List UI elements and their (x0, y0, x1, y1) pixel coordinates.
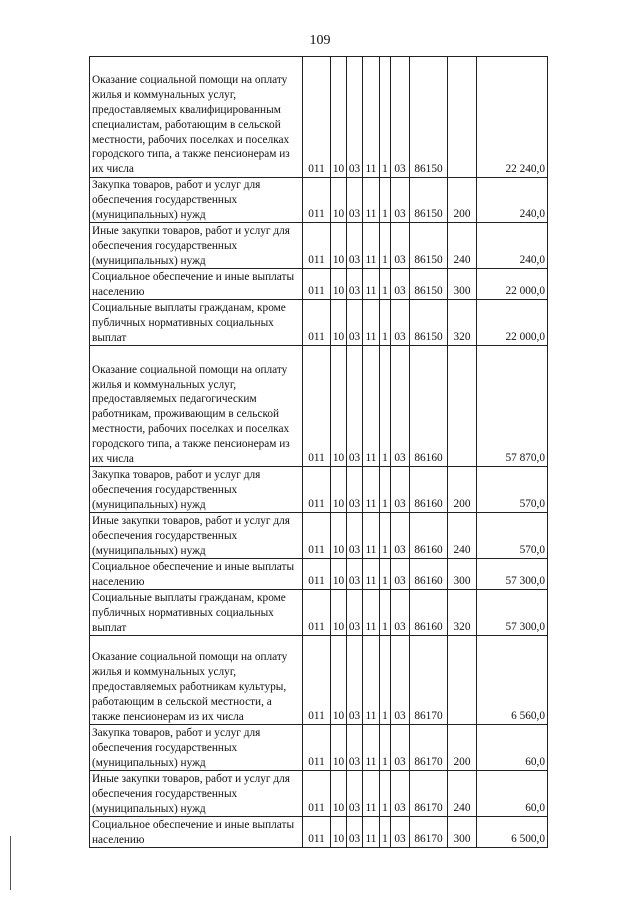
subsection-code: 03 (347, 178, 363, 223)
subsection-code: 03 (347, 559, 363, 590)
direction-code: 86160 (410, 559, 448, 590)
row-name: Закупка товаров, работ и услуг для обеспечения государственных (муниципальных) нужд (90, 178, 303, 223)
ministry-code: 011 (303, 223, 331, 269)
expense-type-code: 240 (448, 771, 477, 817)
table-row (90, 178, 548, 223)
ministry-code: 011 (303, 178, 331, 223)
page-number: 109 (309, 33, 331, 48)
expense-type-code (448, 636, 477, 725)
subsection-code: 03 (347, 636, 363, 725)
subprogram-code: 1 (380, 57, 391, 178)
subsection-code: 03 (347, 467, 363, 513)
section-code: 10 (331, 57, 347, 178)
subsection-code: 03 (347, 590, 363, 636)
expense-type-code (448, 346, 477, 467)
event-code: 03 (391, 223, 410, 269)
event-code: 03 (391, 513, 410, 559)
amount: 57 870,0 (477, 346, 548, 467)
table-row (90, 771, 548, 817)
section-code: 10 (331, 559, 347, 590)
section-code: 10 (331, 771, 347, 817)
ministry-code: 011 (303, 771, 331, 817)
table-row (90, 817, 548, 848)
expense-type-code: 300 (448, 269, 477, 300)
event-code: 03 (391, 346, 410, 467)
subsection-code: 03 (347, 817, 363, 848)
program-code: 11 (363, 725, 380, 771)
subsection-code: 03 (347, 725, 363, 771)
direction-code: 86150 (410, 223, 448, 269)
ministry-code: 011 (303, 590, 331, 636)
section-code: 10 (331, 467, 347, 513)
direction-code: 86160 (410, 346, 448, 467)
expense-type-code: 200 (448, 467, 477, 513)
event-code: 03 (391, 57, 410, 178)
amount: 22 000,0 (477, 269, 548, 300)
subprogram-code: 1 (380, 771, 391, 817)
subsection-code: 03 (347, 269, 363, 300)
subprogram-code: 1 (380, 817, 391, 848)
subsection-code: 03 (347, 771, 363, 817)
table-row (90, 346, 548, 467)
expense-type-code: 240 (448, 223, 477, 269)
program-code: 11 (363, 513, 380, 559)
direction-code: 86160 (410, 467, 448, 513)
direction-code: 86150 (410, 300, 448, 346)
program-code: 11 (363, 57, 380, 178)
event-code: 03 (391, 300, 410, 346)
direction-code: 86150 (410, 57, 448, 178)
expense-type-code: 320 (448, 300, 477, 346)
amount: 22 240,0 (477, 57, 548, 178)
section-code: 10 (331, 725, 347, 771)
subsection-code: 03 (347, 346, 363, 467)
ministry-code: 011 (303, 269, 331, 300)
ministry-code: 011 (303, 725, 331, 771)
subprogram-code: 1 (380, 346, 391, 467)
expense-type-code (448, 57, 477, 178)
row-name: Социальные выплаты гражданам, кроме публичных нормативных социальных выплат (90, 300, 303, 346)
ministry-code: 011 (303, 559, 331, 590)
row-name: Иные закупки товаров, работ и услуг для обеспечения государственных (муниципальных) нужд (90, 771, 303, 817)
ministry-code: 011 (303, 513, 331, 559)
event-code: 03 (391, 817, 410, 848)
event-code: 03 (391, 590, 410, 636)
program-code: 11 (363, 559, 380, 590)
amount: 6 560,0 (477, 636, 548, 725)
subprogram-code: 1 (380, 725, 391, 771)
subprogram-code: 1 (380, 467, 391, 513)
table-body (90, 57, 548, 848)
amount: 570,0 (477, 467, 548, 513)
row-name: Социальные выплаты гражданам, кроме публичных нормативных социальных выплат (90, 590, 303, 636)
program-code: 11 (363, 467, 380, 513)
subprogram-code: 1 (380, 590, 391, 636)
program-code: 11 (363, 223, 380, 269)
row-name: Оказание социальной помощи на оплату жилья и коммунальных услуг, предоставляемых работникам культуры, работающим в сельской местности, а также пенсионерам из их числа (90, 636, 303, 725)
subsection-code: 03 (347, 223, 363, 269)
row-name: Закупка товаров, работ и услуг для обеспечения государственных (муниципальных) нужд (90, 467, 303, 513)
expense-type-code: 300 (448, 559, 477, 590)
row-name: Оказание социальной помощи на оплату жилья и коммунальных услуг, предоставляемых квалифицированным специалистам, работающим в сельской местности, рабочих поселках и поселках городского типа, а также пенсионерам из их числа (90, 57, 303, 178)
event-code: 03 (391, 771, 410, 817)
subprogram-code: 1 (380, 223, 391, 269)
amount: 6 500,0 (477, 817, 548, 848)
direction-code: 86150 (410, 178, 448, 223)
row-name: Иные закупки товаров, работ и услуг для обеспечения государственных (муниципальных) нужд (90, 223, 303, 269)
table-row (90, 636, 548, 725)
section-code: 10 (331, 346, 347, 467)
direction-code: 86160 (410, 513, 448, 559)
direction-code: 86150 (410, 269, 448, 300)
section-code: 10 (331, 590, 347, 636)
table-row (90, 467, 548, 513)
row-name: Оказание социальной помощи на оплату жилья и коммунальных услуг, предоставляемых педагогическим работникам, проживающим в сельской местности, рабочих поселках и поселках городского типа, а также пенсионерам из их числа (90, 346, 303, 467)
table-row (90, 725, 548, 771)
row-name: Социальное обеспечение и иные выплаты населению (90, 559, 303, 590)
event-code: 03 (391, 467, 410, 513)
table-row (90, 269, 548, 300)
event-code: 03 (391, 636, 410, 725)
ministry-code: 011 (303, 817, 331, 848)
event-code: 03 (391, 725, 410, 771)
subprogram-code: 1 (380, 636, 391, 725)
section-code: 10 (331, 636, 347, 725)
amount: 22 000,0 (477, 300, 548, 346)
table-row (90, 300, 548, 346)
program-code: 11 (363, 300, 380, 346)
table-row (90, 590, 548, 636)
direction-code: 86170 (410, 771, 448, 817)
row-name: Социальное обеспечение и иные выплаты населению (90, 817, 303, 848)
table-row (90, 57, 548, 178)
amount: 57 300,0 (477, 590, 548, 636)
expense-type-code: 200 (448, 725, 477, 771)
margin-line (10, 836, 11, 890)
event-code: 03 (391, 269, 410, 300)
budget-table (89, 56, 548, 848)
subprogram-code: 1 (380, 269, 391, 300)
ministry-code: 011 (303, 300, 331, 346)
ministry-code: 011 (303, 467, 331, 513)
subsection-code: 03 (347, 513, 363, 559)
table-row (90, 513, 548, 559)
subprogram-code: 1 (380, 300, 391, 346)
row-name: Иные закупки товаров, работ и услуг для обеспечения государственных (муниципальных) нужд (90, 513, 303, 559)
expense-type-code: 300 (448, 817, 477, 848)
row-name: Закупка товаров, работ и услуг для обеспечения государственных (муниципальных) нужд (90, 725, 303, 771)
amount: 240,0 (477, 223, 548, 269)
expense-type-code: 320 (448, 590, 477, 636)
event-code: 03 (391, 559, 410, 590)
direction-code: 86160 (410, 590, 448, 636)
program-code: 11 (363, 771, 380, 817)
subsection-code: 03 (347, 57, 363, 178)
subprogram-code: 1 (380, 178, 391, 223)
program-code: 11 (363, 269, 380, 300)
section-code: 10 (331, 178, 347, 223)
amount: 60,0 (477, 725, 548, 771)
section-code: 10 (331, 513, 347, 559)
program-code: 11 (363, 817, 380, 848)
amount: 240,0 (477, 178, 548, 223)
subprogram-code: 1 (380, 513, 391, 559)
event-code: 03 (391, 178, 410, 223)
table-row (90, 559, 548, 590)
program-code: 11 (363, 346, 380, 467)
expense-type-code: 200 (448, 178, 477, 223)
amount: 60,0 (477, 771, 548, 817)
section-code: 10 (331, 269, 347, 300)
section-code: 10 (331, 300, 347, 346)
direction-code: 86170 (410, 725, 448, 771)
section-code: 10 (331, 223, 347, 269)
row-name: Социальное обеспечение и иные выплаты населению (90, 269, 303, 300)
program-code: 11 (363, 636, 380, 725)
program-code: 11 (363, 590, 380, 636)
ministry-code: 011 (303, 636, 331, 725)
ministry-code: 011 (303, 57, 331, 178)
amount: 570,0 (477, 513, 548, 559)
section-code: 10 (331, 817, 347, 848)
amount: 57 300,0 (477, 559, 548, 590)
direction-code: 86170 (410, 636, 448, 725)
direction-code: 86170 (410, 817, 448, 848)
expense-type-code: 240 (448, 513, 477, 559)
program-code: 11 (363, 178, 380, 223)
subsection-code: 03 (347, 300, 363, 346)
subprogram-code: 1 (380, 559, 391, 590)
table-row (90, 223, 548, 269)
ministry-code: 011 (303, 346, 331, 467)
